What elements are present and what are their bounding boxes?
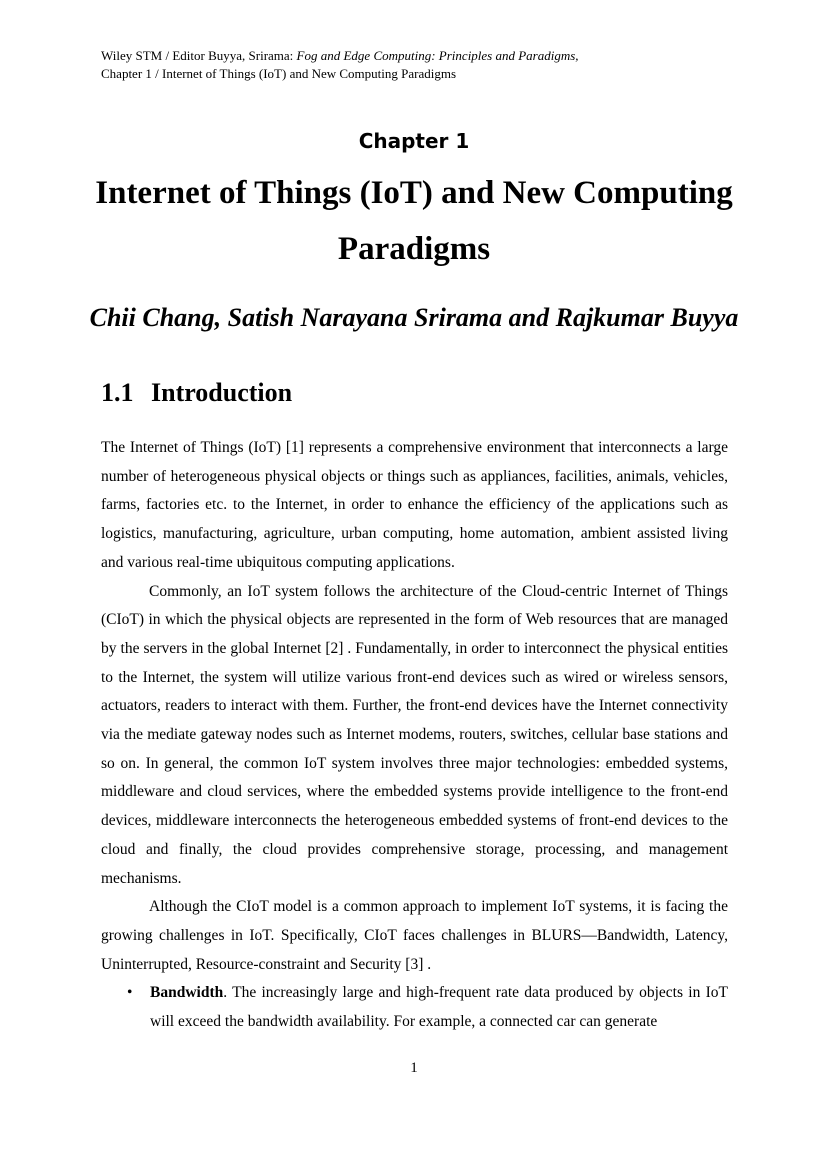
- body-text: [101, 434, 728, 1037]
- running-header-line-1: [101, 47, 741, 65]
- section-heading: [101, 375, 292, 411]
- chapter-authors: Chii Chang, Satish Narayana Srirama and Rajkumar Buyya: [89, 303, 739, 332]
- running-header-line-2: Chapter 1 / Internet of Things (IoT) and New Computing Paradigms: [101, 66, 457, 81]
- bullet-icon: •: [127, 984, 133, 1002]
- chapter-title: Internet of Things (IoT) and New Computing Paradigms: [95, 175, 733, 267]
- section-title: Introduction: [151, 378, 293, 407]
- bullet-term: Bandwidth: [150, 984, 224, 1002]
- bullet-text: . The increasingly large and high-frequent rate data produced by objects in IoT will exceed the bandwidth availability. For example, a connected car can generate: [150, 984, 728, 1031]
- paragraph: Although the CIoT model is a common approach to implement IoT systems, it is facing the growing challenges in IoT. Specifically, CIoT faces challenges in BLURS—Bandwidth, Latency, Uninterrupted, Resource-constraint and Security [3] .: [101, 898, 728, 973]
- paragraph: The Internet of Things (IoT) [1] represents a comprehensive environment that interconnects a large number of heterogeneous physical objects or things such as appliances, facilities, animals, vehicles, farms, factories etc. to the Internet, in order to enhance the efficiency of the applications such as logistics, manufacturing, agriculture, urban computing, home automation, ambient assisted living and various real-time ubiquitous computing applications.: [101, 439, 728, 571]
- running-header-prefix: Wiley STM / Editor Buyya, Srirama:: [101, 48, 297, 63]
- chapter-label: Chapter 1: [358, 129, 470, 153]
- bullet-item: [101, 979, 728, 1036]
- paragraph: Commonly, an IoT system follows the architecture of the Cloud-centric Internet of Things (CIoT) in which the physical objects are represented in the form of Web resources that are managed by the servers in the global Internet [2] . Fundamentally, in order to interconnect the physical entities to the Internet, the system will utilize various front-end devices such as wired or wireless sensors, actuators, readers to interact with them. Further, the front-end devices have the Internet connectivity via the mediate gateway nodes such as Internet modems, routers, switches, cellular base stations and so on. In general, the common IoT system involves three major technologies: embedded systems, middleware and cloud services, where the embedded systems provide intelligence to the front-end devices, middleware interconnects the heterogeneous embedded systems of front-end devices to the cloud and finally, the cloud provides comprehensive storage, processing, and management mechanisms.: [101, 582, 728, 887]
- section-number: 1.1: [101, 378, 134, 407]
- page-number: 1: [410, 1060, 418, 1076]
- running-header: [101, 47, 741, 83]
- running-header-book-title: Fog and Edge Computing: Principles and Paradigms,: [296, 48, 579, 63]
